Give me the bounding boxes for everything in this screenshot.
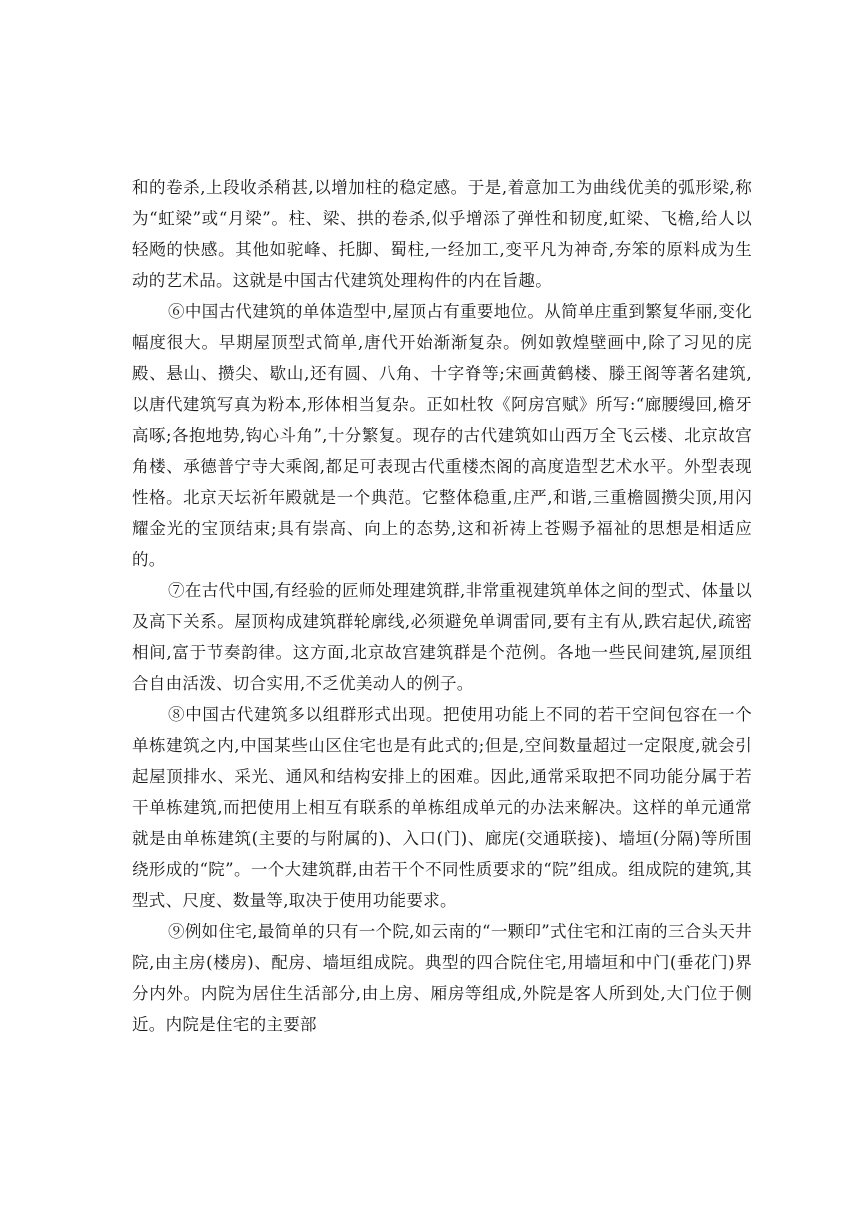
paragraph-9: ⑨例如住宅,最简单的只有一个院,如云南的“一颗印”式住宅和江南的三合头天井院,由主房(楼房)、配房、墙垣组成院。典型的四合院住宅,用墙垣和中门(垂花门)界分内外。内院为居住生活部分,由上房、厢房等组成,外院是客人所到处,大门位于侧近。内院是住宅的主要部 xyxy=(132,922,752,1034)
paragraph-6: ⑥中国古代建筑的单体造型中,屋顶占有重要地位。从简单庄重到繁复华丽,变化幅度很大。早期屋顶型式简单,唐代开始渐渐复杂。例如敦煌壁画中,除了习见的庑殿、悬山、攒尖、歇山,还有圆、八角、十字脊等;宋画黄鹤楼、滕王阁等著名建筑,以唐代建筑写真为粉本,形体相当复杂。正如杜牧《阿房宫赋》所写:“廊腰缦回,檐牙高啄;各抱地势,钩心斗角”,十分繁复。现存的古代建筑如山西万全飞云楼、北京故宫角楼、承德普宁寺大乘阁,都足可表现古代重楼杰阁的高度造型艺术水平。外型表现性格。北京天坛祈年殿就是一个典范。它整体稳重,庄严,和谐,三重檐圆攒尖顶,用闪耀金光的宝顶结束;具有崇高、向上的态势,这和祈祷上苍赐予福祉的思想是相适应的。 xyxy=(132,302,752,569)
paragraph-7: ⑦在古代中国,有经验的匠师处理建筑群,非常重视建筑单体之间的型式、体量以及高下关系。屋顶构成建筑群轮廓线,必须避免单调雷同,要有主有从,跌宕起伏,疏密相间,富于节奏韵律。这方面,北京故宫建筑群是个范例。各地一些民间建筑,屋顶组合自由活泼、切合实用,不乏优美动人的例子。 xyxy=(132,581,752,693)
paragraph-continuation: 和的卷杀,上段收杀稍甚,以增加柱的稳定感。于是,着意加工为曲线优美的弧形梁,称为“虹梁”或“月梁”。柱、梁、拱的卷杀,似乎增添了弹性和韧度,虹梁、飞檐,给人以轻飏的快感。其他如驼峰、托脚、蜀柱,一经加工,变平凡为神奇,夯笨的原料成为生动的艺术品。这就是中国古代建筑处理构件的内在旨趣。 xyxy=(132,178,752,290)
article-body xyxy=(132,172,752,1040)
paragraph-8: ⑧中国古代建筑多以组群形式出现。把使用功能上不同的若干空间包容在一个单栋建筑之内,中国某些山区住宅也是有此式的;但是,空间数量超过一定限度,就会引起屋顶排水、采光、通风和结构安排上的困难。因此,通常采取把不同功能分属于若干单栋建筑,而把使用上相互有联系的单栋组成单元的办法来解决。这样的单元通常就是由单栋建筑(主要的与附属的)、入口(门)、廊庑(交通联接)、墙垣(分隔)等所围绕形成的“院”。一个大建筑群,由若干个不同性质要求的“院”组成。组成院的建筑,其型式、尺度、数量等,取决于使用功能要求。 xyxy=(132,705,752,910)
